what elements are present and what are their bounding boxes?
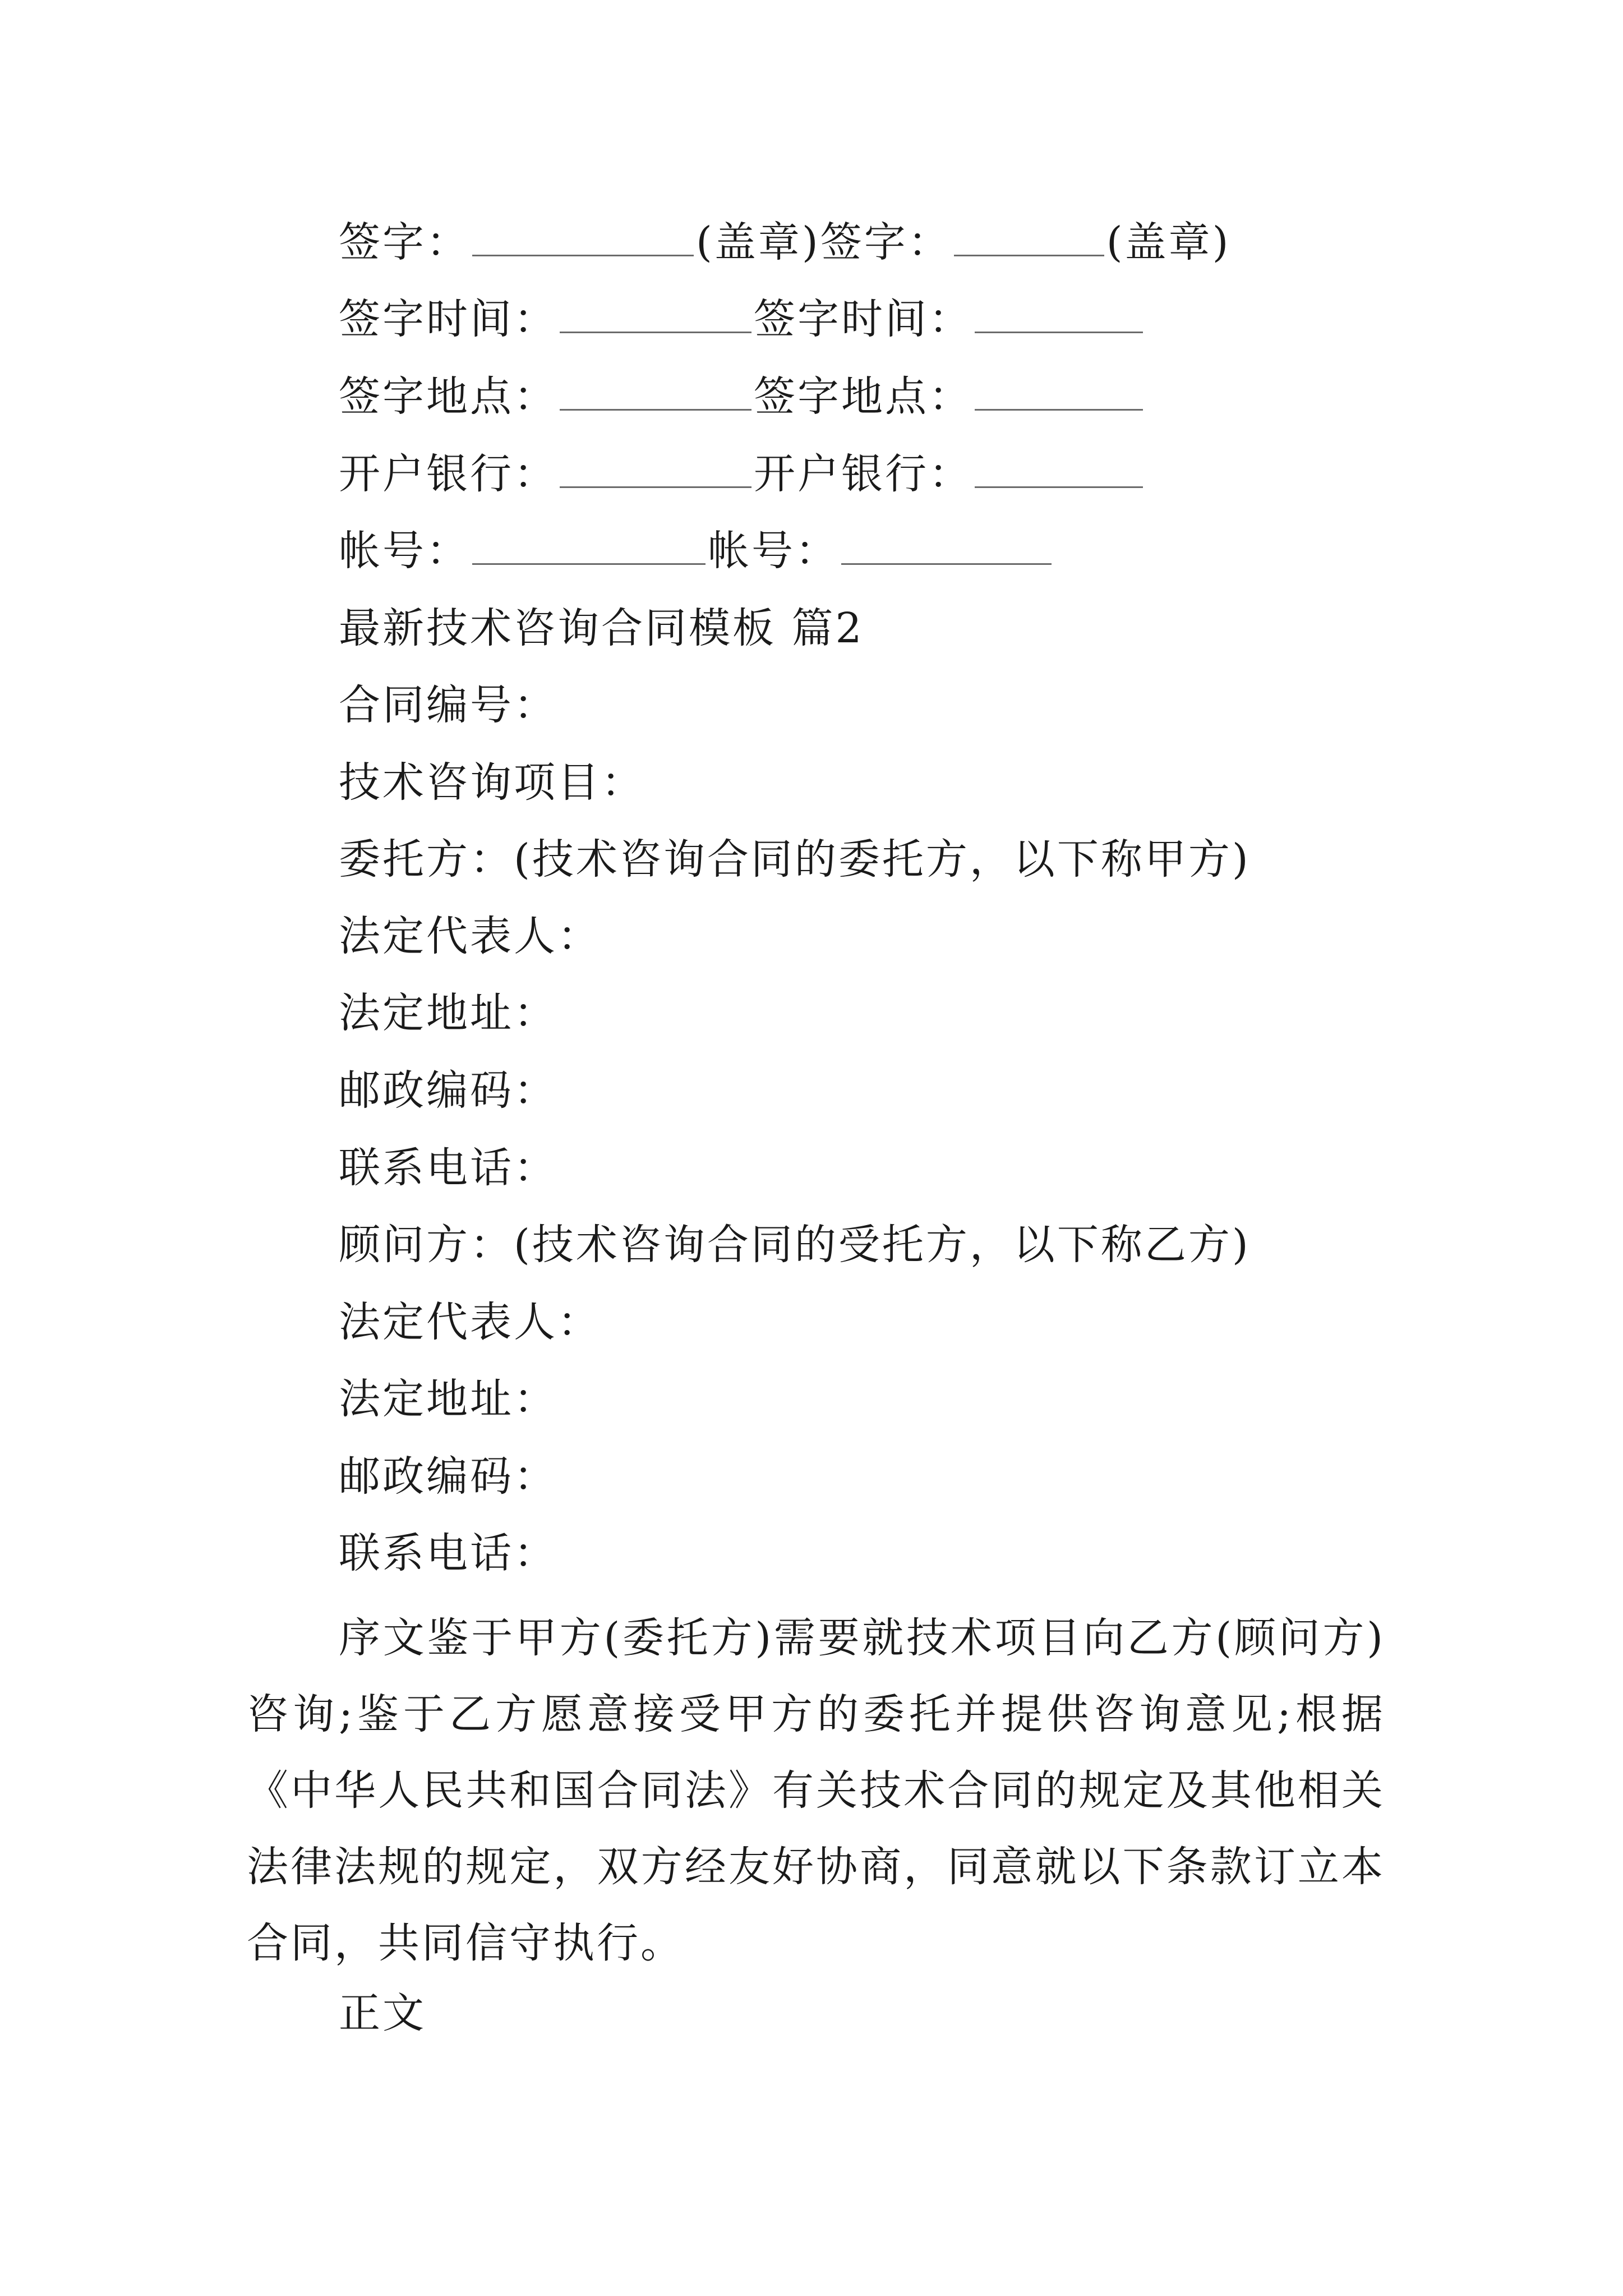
preamble-paragraph: 序文鉴于甲方(委托方)需要就技术项目向乙方(顾问方)咨询;鉴于乙方愿意接受甲方的委托并提供咨询意见;根据《中华人民共和国合同法》有关技术合同的规定及其他相关法律法规的规定，双方经友好协商，同意就以下条款订立本合同，共同信守执行。 — [247, 1614, 1385, 1967]
signature-label-party-b: 签字： — [820, 218, 952, 266]
bank-label-party-a: 开户银行： — [339, 450, 557, 498]
signing-place-label-party-b: 签字地点： — [754, 372, 972, 421]
bank-blank-party-a — [560, 452, 751, 488]
contract-number-field: 合同编号： — [339, 681, 557, 729]
signing-time-label-party-a: 签字时间： — [339, 295, 557, 343]
signing-place-blank-party-a — [560, 374, 751, 411]
account-blank-party-a — [472, 528, 706, 565]
consultant-legal-address-field: 法定地址： — [339, 1375, 557, 1423]
account-blank-party-b — [841, 528, 1052, 565]
stamp-label-party-b: (盖章) — [1106, 218, 1231, 266]
client-legal-address-field: 法定地址： — [339, 989, 557, 1037]
signing-place-blank-party-b — [975, 374, 1143, 411]
bank-blank-party-b — [975, 452, 1143, 488]
account-label-party-b: 帐号： — [708, 527, 839, 575]
body-heading: 正文 — [339, 1989, 426, 2037]
consultant-party-field: 顾问方：(技术咨询合同的受托方，以下称乙方) — [339, 1221, 1251, 1269]
client-legal-rep-field: 法定代表人： — [339, 912, 601, 960]
stamp-label-party-a: (盖章) — [696, 218, 820, 266]
consulting-project-field: 技术咨询项目： — [339, 758, 645, 807]
signature-row — [339, 211, 1231, 273]
signature-blank-party-a — [472, 220, 694, 256]
signing-place-label-party-a: 签字地点： — [339, 372, 557, 421]
client-party-field: 委托方：(技术咨询合同的委托方，以下称甲方) — [339, 835, 1251, 884]
signature-blank-party-b — [954, 220, 1104, 256]
client-postal-code-field: 邮政编码： — [339, 1066, 557, 1115]
signing-time-blank-party-a — [560, 297, 751, 333]
account-label-party-a: 帐号： — [339, 527, 470, 575]
consultant-phone-field: 联系电话： — [339, 1529, 557, 1577]
signing-time-blank-party-b — [975, 297, 1143, 333]
signing-place-row — [339, 366, 1145, 427]
signing-time-row — [339, 288, 1145, 350]
client-phone-field: 联系电话： — [339, 1144, 557, 1192]
signing-time-label-party-b: 签字时间： — [754, 295, 972, 343]
signature-label-party-a: 签字： — [339, 218, 470, 266]
account-row — [339, 520, 1054, 582]
bank-label-party-b: 开户银行： — [754, 450, 972, 498]
section-heading: 最新技术咨询合同模板 篇2 — [339, 604, 864, 652]
bank-row — [339, 443, 1145, 505]
consultant-legal-rep-field: 法定代表人： — [339, 1298, 601, 1346]
consultant-postal-code-field: 邮政编码： — [339, 1452, 557, 1501]
